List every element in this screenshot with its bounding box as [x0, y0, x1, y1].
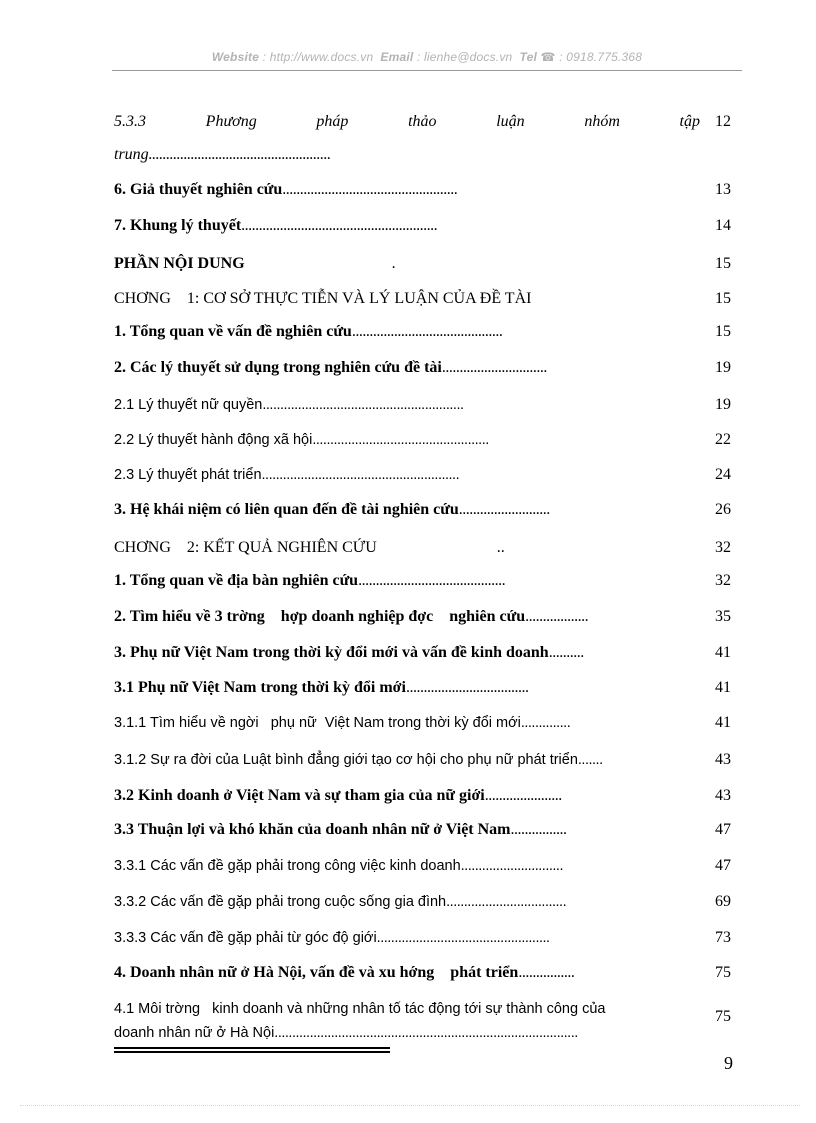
- toc-entry[interactable]: 3. Hệ khái niệm có liên quan đến đề tài nghiên cứu.......................... 26: [114, 498, 740, 522]
- toc-page-number: 43: [715, 787, 731, 804]
- toc-page-number: 75: [715, 964, 731, 981]
- toc-entry[interactable]: 2.1 Lý thuyết nữ quyền......................................................... 19: [114, 393, 740, 417]
- toc-entry[interactable]: CHƠNG 1: CƠ SỞ THỰC TIỄN VÀ LÝ LUẬN CỦA ĐỀ TÀI 15: [114, 287, 740, 311]
- toc-entry[interactable]: 2.2 Lý thuyết hành động xã hội.................................................. 22: [114, 428, 740, 452]
- toc-leader-dots: ....................................................: [148, 146, 331, 163]
- toc-page-number: 69: [715, 893, 731, 910]
- toc-entry[interactable]: 3. Phụ nữ Việt Nam trong thời kỳ đổi mới và vấn đề kinh doanh.......... 41: [114, 641, 740, 665]
- toc-page-number: 41: [715, 679, 731, 696]
- toc-page-number: 12: [715, 113, 731, 130]
- toc-entry[interactable]: 3.1 Phụ nữ Việt Nam trong thời kỳ đổi mới................................... 41: [114, 676, 740, 700]
- footer-double-rule: [114, 1047, 390, 1053]
- toc-page-number: 13: [715, 181, 731, 198]
- toc-entry-wrapped-text: 4.1 Môi trờng kinh doanh và những nhân tố tác động tới sự thành công của doanh nhân nữ ở Hà Nội......................................................................................: [114, 1001, 606, 1041]
- toc-page-number: 15: [715, 323, 731, 340]
- page-number: 9: [724, 1053, 733, 1073]
- toc-entry-4-1[interactable]: [114, 997, 740, 1047]
- toc-page-number: 22: [715, 431, 731, 448]
- toc-entry[interactable]: 3.1.2 Sự ra đời của Luật bình đẳng giới tạo cơ hội cho phụ nữ phát triển....... 43: [114, 748, 740, 772]
- website-label: Website: [211, 50, 260, 64]
- toc-entry[interactable]: 3.1.1 Tìm hiểu về ngời phụ nữ Việt Nam trong thời kỳ đổi mới.............. 41: [114, 711, 740, 735]
- toc-page-number: 43: [715, 751, 731, 768]
- toc-page-number: 19: [715, 396, 731, 413]
- toc-page-number: 35: [715, 608, 731, 625]
- toc-entry[interactable]: CHƠNG 2: KẾT QUẢ NGHIÊN CỨU .. 32: [114, 536, 740, 560]
- toc-page-number: 14: [715, 217, 731, 234]
- toc-entry[interactable]: 2.3 Lý thuyết phát triển........................................................ 24: [114, 463, 740, 487]
- toc-page-number: 75: [715, 1008, 731, 1025]
- website-url[interactable]: : http://www.docs.vn: [262, 50, 374, 64]
- toc-page-number: 19: [715, 359, 731, 376]
- header-divider: [112, 70, 742, 71]
- email-label: Email: [380, 50, 414, 64]
- toc-page-number: 41: [715, 714, 731, 731]
- toc-page-number: 15: [715, 255, 731, 272]
- tel-value: ☎ : 0918.775.368: [540, 50, 643, 64]
- toc-entry[interactable]: 1. Tổng quan về địa bàn nghiên cứu.......................................... 32: [114, 569, 740, 593]
- toc-page-number: 15: [715, 290, 731, 307]
- toc-entry[interactable]: 2. Tìm hiểu về 3 trờng hợp doanh nghiệp đợc nghiên cứu.................. 35: [114, 605, 740, 629]
- page-header: [112, 50, 742, 64]
- toc-page-number: 41: [715, 644, 731, 661]
- bottom-dotted-border: [20, 1105, 800, 1106]
- toc-entry[interactable]: 1. Tổng quan về vấn đề nghiên cứu........................................... 15: [114, 320, 740, 344]
- toc-entry[interactable]: PHẦN NỘI DUNG . 15: [114, 252, 740, 276]
- toc-entry[interactable]: 3.2 Kinh doanh ở Việt Nam và sự tham gia của nữ giới...................... 43: [114, 784, 740, 808]
- toc-entry[interactable]: 4. Doanh nhân nữ ở Hà Nội, vấn đề và xu hớng phát triển................ 75: [114, 961, 740, 985]
- toc-entry[interactable]: 7. Khung lý thuyết........................................................ 14: [114, 214, 740, 238]
- toc-page-number: 26: [715, 501, 731, 518]
- toc-entry[interactable]: 3.3.3 Các vấn đề gặp phải từ góc độ giới................................................. 73: [114, 926, 740, 950]
- toc-page-number: 32: [715, 539, 731, 556]
- toc-entry[interactable]: 2. Các lý thuyết sử dụng trong nghiên cứu đề tài.............................. 19: [114, 356, 740, 380]
- toc-entry-5-3-3[interactable]: [114, 110, 740, 134]
- toc-entry[interactable]: 6. Giả thuyết nghiên cứu.................................................. 13: [114, 178, 740, 202]
- toc-page-number: 73: [715, 929, 731, 946]
- toc-entry-spread-text: 5.3.3 Phương pháp thảo luận nhóm tập: [114, 113, 700, 130]
- toc-entry-continuation: trung....................................................: [114, 146, 331, 163]
- toc-entry[interactable]: 3.3.1 Các vấn đề gặp phải trong công việc kinh doanh............................. 47: [114, 854, 740, 878]
- toc-page-number: 32: [715, 572, 731, 589]
- toc-page-number: 47: [715, 857, 731, 874]
- tel-label: Tel: [519, 50, 537, 64]
- toc-page-number: 24: [715, 466, 731, 483]
- email-value[interactable]: : lienhe@docs.vn: [416, 50, 513, 64]
- toc-entry[interactable]: 3.3 Thuận lợi và khó khăn của doanh nhân nữ ở Việt Nam................ 47: [114, 818, 740, 842]
- toc-page-number: 47: [715, 821, 731, 838]
- toc-entry[interactable]: 3.3.2 Các vấn đề gặp phải trong cuộc sống gia đình.................................. 69: [114, 890, 740, 914]
